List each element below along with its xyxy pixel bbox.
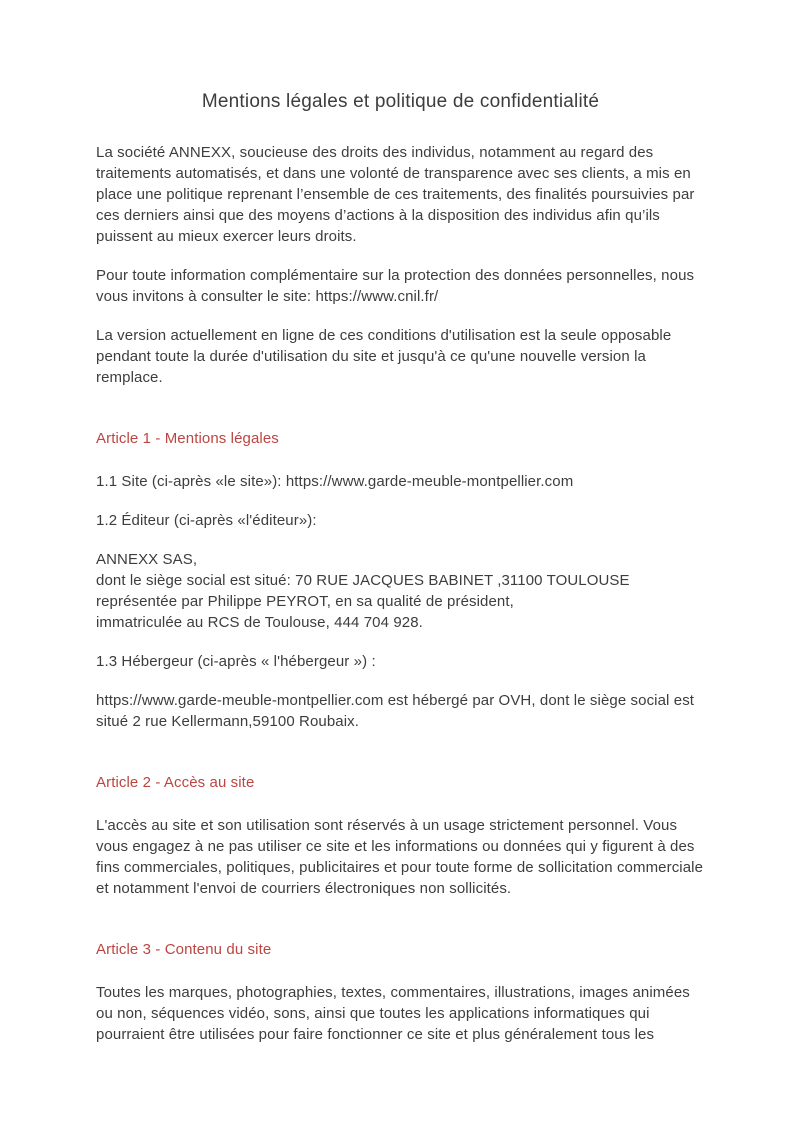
editor-address-line-4: immatriculée au RCS de Toulouse, 444 704 928. bbox=[96, 614, 423, 631]
article-1-editor-line: 1.2 Éditeur (ci-après «l'éditeur»): bbox=[96, 512, 317, 529]
editor-address-line-1: ANNEXX SAS, bbox=[96, 551, 198, 568]
article-3-paragraph-1: Toutes les marques, photographies, textes, commentaires, illustrations, images animées ou non, séquences vidéo, sons, ainsi que toutes les applications informatiques qui pourraient être utilisées pour faire fonctionner ce site et plus généralement tous les bbox=[96, 984, 690, 1043]
article-1-host-line: 1.3 Hébergeur (ci-après « l'hébergeur ») : bbox=[96, 653, 376, 670]
article-2-heading: Article 2 - Accès au site bbox=[96, 774, 255, 791]
article-2-paragraph-1: L'accès au site et son utilisation sont réservés à un usage strictement personnel. Vous vous engagez à ne pas utiliser ce site et les informations ou données qui y figurent à des fins commerciales, politiques, publicitaires et pour toute forme de sollicitation commerciale et notamment l'envoi de courriers électroniques non sollicités. bbox=[96, 817, 704, 897]
intro-paragraph-2: Pour toute information complémentaire sur la protection des données personnelles, nous vous invitons à consulter le site: https://www.cnil.fr/ bbox=[96, 267, 695, 305]
editor-address-line-2: dont le siège social est situé: 70 RUE JACQUES BABINET ,31100 TOULOUSE bbox=[96, 572, 630, 589]
article-1-site-line: 1.1 Site (ci-après «le site»): https://www.garde-meuble-montpellier.com bbox=[96, 473, 574, 490]
article-1-host-paragraph: https://www.garde-meuble-montpellier.com est hébergé par OVH, dont le siège social est situé 2 rue Kellermann,59100 Roubaix. bbox=[96, 692, 695, 730]
editor-address-line-3: représentée par Philippe PEYROT, en sa qualité de président, bbox=[96, 593, 514, 610]
intro-paragraph-3: La version actuellement en ligne de ces conditions d'utilisation est la seule opposable pendant toute la durée d'utilisation du site et jusqu'à ce qu'une nouvelle version la remplace. bbox=[96, 327, 672, 386]
article-1-editor-address bbox=[96, 549, 705, 633]
intro-paragraph-1: La société ANNEXX, soucieuse des droits des individus, notamment au regard des traitements automatisés, et dans une volonté de transparence avec ses clients, a mis en place une politique reprenant l’ensemble de ces traitements, des finalités poursuivies par ces derniers ainsi que des moyens d’actions à la disposition des individus afin qu’ils puissent au mieux exercer leurs droits. bbox=[96, 144, 695, 245]
page-title: Mentions légales et politique de confidentialité bbox=[201, 91, 600, 112]
article-3-heading: Article 3 - Contenu du site bbox=[96, 941, 272, 958]
article-1-heading: Article 1 - Mentions légales bbox=[96, 430, 279, 447]
